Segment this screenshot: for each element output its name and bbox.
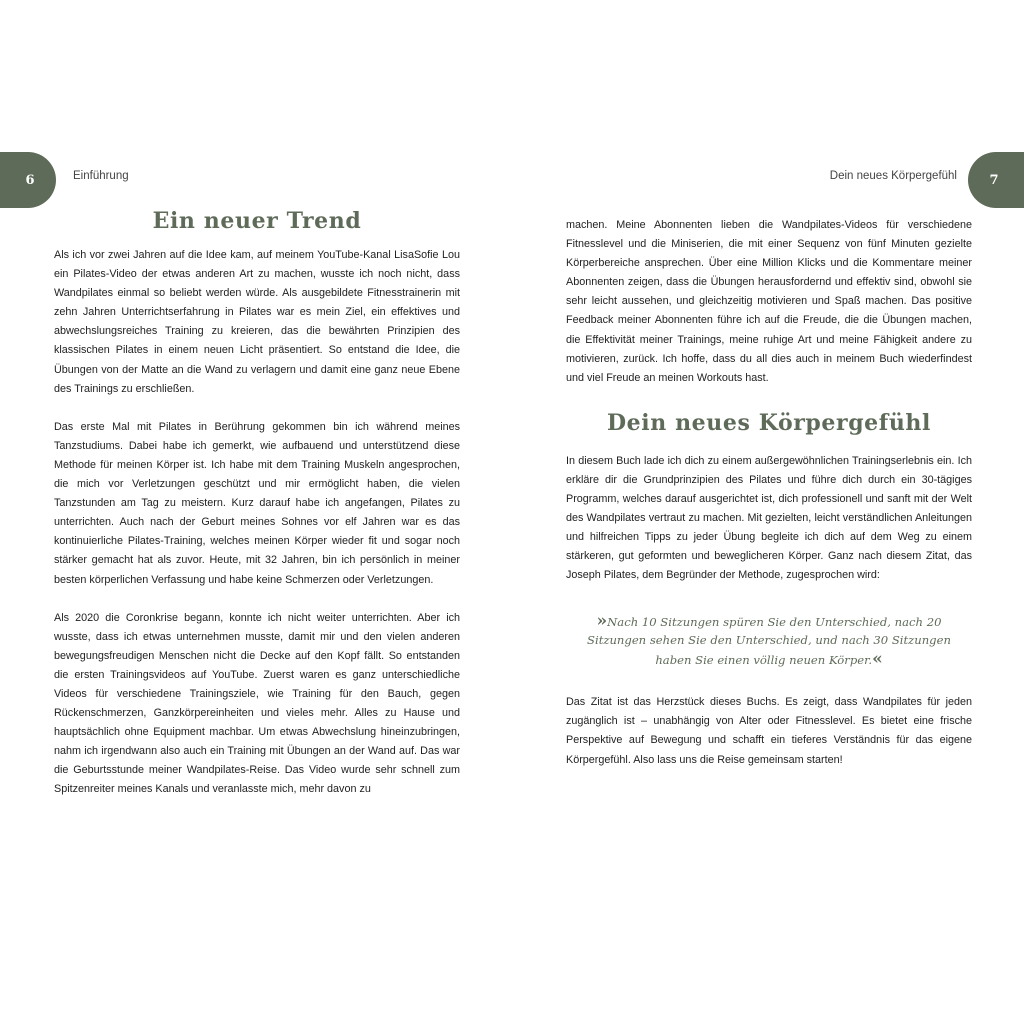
page-number-left: 6 (25, 172, 35, 188)
right-page-column (566, 216, 972, 770)
running-head-left: Einführung (73, 170, 129, 182)
paragraph: Das Zitat ist das Herzstück dieses Buchs. Es zeigt, dass Wandpilates für jeden zugänglich ist – unabhängig von Alter oder Fitnesslevel. Es bietet eine frische Perspektive auf Bewegung und schafft ein tieferes Verständnis für das eigene Körpergefühl. Also lass uns die Reise gemeinsam starten! (566, 696, 972, 766)
paragraph-continuation: machen. Meine Abonnenten lieben die Wandpilates-Videos für verschiedene Fitnesslevel und die Miniserien, die mit einer Sequenz von fünf Minuten gezielte Körperbereiche ansprechen. Über eine Million Klicks und die Kommentare meiner Abonnenten zeigen, dass die Übungen herausfordernd und effektiv sind, obwohl sie sehr leicht aussehen, und gleichzeitig motivieren und Spaß machen. Das positive Feedback meiner Abonnenten führe ich auf die Freude, die die Übungen machen, die Effektivität meiner Trainings, meine ruhige Art und meine Fähigkeit andere zu motivieren, zurück. Ich hoffe, dass du all dies auch in meinem Buch wiederfindest und viel Freude an meinen Workouts hast. (566, 219, 972, 384)
section-heading-left: Ein neuer Trend (152, 208, 362, 234)
quote-close-mark: « (872, 648, 883, 669)
paragraph: In diesem Buch lade ich dich zu einem außergewöhnlichen Trainingserlebnis ein. Ich erkläre dir die Grundprinzipien des Pilates und führe dich durch ein 30-tägiges Programm, welches darauf ausgerichtet ist, dich professionell und sanft mit der Welt des Wandpilates vertraut zu machen. Mit gezielten, leicht verständlichen Anleitungen und hilfreichen Tipps zu jeder Übung begleite ich dich auf dem Weg zu einem stärkeren, gut geformten und beweglicheren Körper. Ganz nach diesem Zitat, das Joseph Pilates, dem Begründer der Methode, zugesprochen wird: (566, 454, 972, 582)
left-page-column (54, 208, 460, 800)
section-heading-right: Dein neues Körpergefühl (607, 409, 931, 436)
running-head-right: Dein neues Körpergefühl (829, 170, 957, 182)
paragraph: Als 2020 die Coronkrise begann, konnte ich nicht weiter unterrichten. Aber ich wusste, dass ich etwas unternehmen musste, damit mir und den vielen anderen bewegungsfreudigen Menschen nicht die Decke auf den Kopf fällt. So entstanden die ersten Trainingsvideos auf YouTube. Zuerst waren es ganz unterschiedliche Videos für verschiedene Trainingsziele, wie Training für den Bauch, gegen Rückenschmerzen, Ganzkörpereinheiten und vieles mehr. Alles zu Hause und hauptsächlich ohne Equipment machbar. Um etwas Abwechslung hineinzubringen, nahm ich irgendwann also auch ein Training mit Übungen an der Wand auf. Das war die Geburtsstunde meiner Wandpilates-Reise. Das Video wurde sehr schnell zum Spitzenreiter meines Kanals und veranlasste mich, mehr davon zu (54, 611, 460, 796)
quote-open-mark: » (596, 610, 608, 631)
paragraph: Das erste Mal mit Pilates in Berührung gekommen bin ich während meines Tanzstudiums. Dabei habe ich gemerkt, wie aufbauend und unterstützend diese Methode für meinen Körper ist. Ich habe mit dem Training Muskeln angesprochen, die mich vor Verletzungen geschützt und mir ermöglicht haben, die vielen Tanzstunden am Tag zu meistern. Kurz darauf habe ich angefangen, Pilates zu unterrichten. Auch nach der Geburt meines Sohnes vor elf Jahren war es das kontinuierliche Pilates-Training, welches meinen Körper wieder fit und sogar noch stärker gemacht hat als zuvor. Heute, mit 32 Jahren, bin ich persönlich in meiner besten körperlichen Verfassung und habe keine Schmerzen oder Verletzungen. (54, 420, 460, 586)
pull-quote (580, 612, 958, 670)
page-number-right: 7 (989, 172, 999, 188)
page-number-tab-right (968, 152, 1024, 208)
paragraph: Als ich vor zwei Jahren auf die Idee kam, auf meinem YouTube-Kanal LisaSofie Lou ein Pilates-Video der etwas anderen Art zu machen, wusste ich noch nicht, dass Wandpilates einmal so beliebt werden würde. Als ausgebildete Fitnesstrainerin mit zehn Jahren Unterrichtserfahrung in Pilates war es mein Ziel, ein effektives und abwechslungsreiches Training zu kreieren, das die bewährten Prinzipien des klassischen Pilates in einem neuen Licht präsentiert. So entstand die Idee, die Übungen von der Matte an die Wand zu verlagern und damit eine ganz neue Ebene des Trainings zu erschließen. (54, 249, 460, 395)
page-number-tab-left (0, 152, 56, 208)
quote-text: Nach 10 Sitzungen spüren Sie den Unterschied, nach 20 Sitzungen sehen Sie den Unterschied, und nach 30 Sitzungen haben Sie einen völlig neuen Körper. (587, 614, 951, 667)
